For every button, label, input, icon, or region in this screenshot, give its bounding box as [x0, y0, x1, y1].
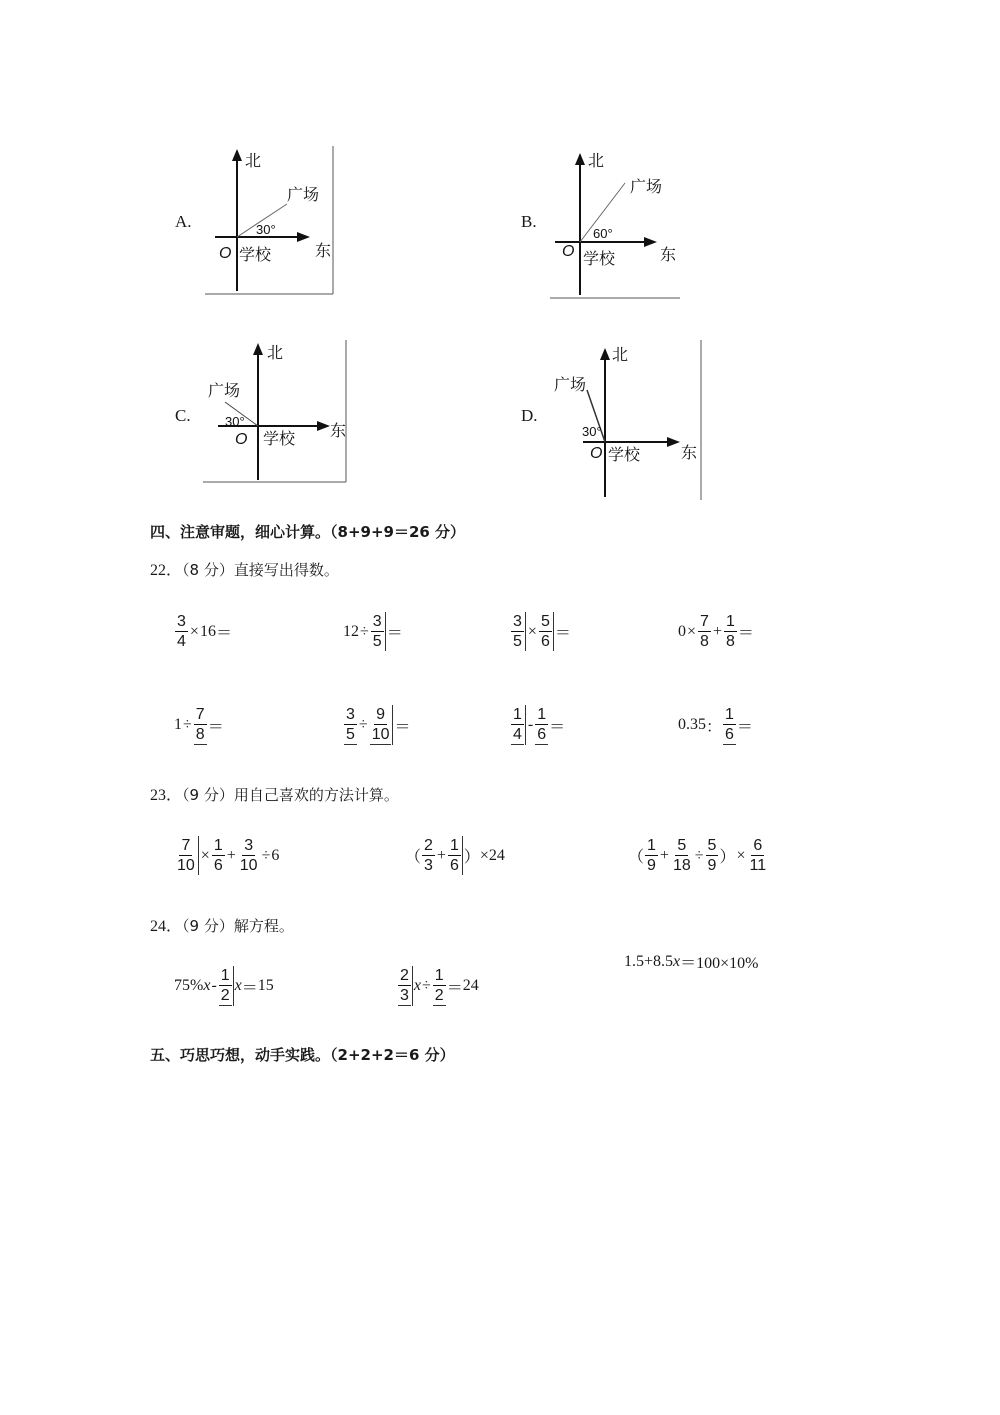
q23-header [150, 782, 399, 805]
east-label: 东 [660, 245, 677, 264]
origin-label: O [219, 245, 232, 262]
origin-label: O [235, 431, 248, 448]
east-label: 东 [315, 241, 332, 260]
school-label: 学校 [608, 445, 641, 464]
q22-prompt: （8 分）直接写出得数。 [182, 561, 339, 579]
angle-label: 60° [593, 226, 613, 241]
section-5-title: 五、巧思巧想，动手实践。（2+2+2＝6 分） [150, 1046, 455, 1064]
q22-item-3: $\frac{3}{5}$ × $\frac{5}{6}$ ＝ [513, 613, 571, 650]
north-label: 北 [267, 343, 284, 362]
plaza-label: 广场 [554, 375, 587, 394]
angle-label: 30° [582, 424, 602, 439]
section-4-title: 四、注意审题，细心计算。（8+9+9＝26 分） [150, 523, 466, 541]
north-label: 北 [588, 151, 605, 170]
school-label: 学校 [263, 429, 296, 448]
plaza-label: 广场 [287, 185, 320, 204]
plaza-label: 广场 [208, 381, 241, 400]
option-a-diagram [205, 146, 335, 300]
option-c-diagram [203, 340, 348, 489]
q23-prompt: （9 分）用自己喜欢的方法计算。 [182, 786, 399, 804]
q22-item-6: $\frac{3}{5}$ ÷ $\frac{9}{10}$ ＝ [346, 706, 411, 743]
q23-item-3: （ $\frac{1}{9}$ + $\frac{5}{18}$ ÷ $\frac{5}{9}$ ） × $\frac{6}{11}$ [628, 837, 767, 874]
q23-number: 23． [150, 787, 183, 804]
east-label: 东 [681, 443, 698, 462]
q23-item-1: $\frac{7}{10}$ × $\frac{1}{6}$ + $\frac{3}{10}$ ÷ 6 [177, 837, 280, 874]
origin-label: O [590, 445, 603, 462]
q22-item-7: $\frac{1}{4}$ - $\frac{1}{6}$ ＝ [513, 706, 566, 743]
q24-item-1: 75% x - $\frac{1}{2}$ x ＝ 15 [174, 967, 274, 1004]
q22-number: 22． [150, 562, 183, 579]
q23-item-2: （ $\frac{2}{3}$ + $\frac{1}{6}$ ） × 24 [405, 837, 505, 874]
option-c-label: C. [175, 406, 191, 425]
plaza-label: 广场 [630, 177, 663, 196]
q22-item-2: 12 ÷ $\frac{3}{5}$ ＝ [343, 613, 403, 650]
q24-item-2: $\frac{2}{3}$ x ÷ $\frac{1}{2}$ ＝ 24 [400, 967, 479, 1004]
option-a-label: A. [175, 212, 192, 231]
option-d-diagram [548, 340, 708, 509]
school-label: 学校 [583, 249, 616, 268]
q22-item-1: $\frac{3}{4}$ × 16 ＝ [177, 613, 232, 650]
q24-item-3: 1.5+8.5 x ＝100×10% [624, 952, 759, 972]
q24-prompt: （9 分）解方程。 [182, 917, 294, 935]
school-label: 学校 [239, 245, 272, 264]
north-label: 北 [245, 151, 262, 170]
q22-header [150, 557, 339, 580]
q22-item-4: 0 × $\frac{7}{8}$ + $\frac{1}{8}$ ＝ [678, 613, 754, 650]
q24-header [150, 913, 294, 936]
option-d-label: D. [521, 406, 538, 425]
q22-item-5: 1 ÷ $\frac{7}{8}$ ＝ [174, 706, 224, 743]
angle-label: 30° [256, 222, 276, 237]
north-label: 北 [612, 345, 629, 364]
option-b-diagram [550, 150, 685, 304]
east-label: 东 [330, 421, 347, 440]
origin-label: O [562, 243, 575, 260]
option-b-label: B. [521, 212, 537, 231]
q24-number: 24． [150, 918, 183, 935]
q22-item-8: 0.35 ： $\frac{1}{6}$ ＝ [678, 706, 753, 743]
angle-label: 30° [225, 414, 245, 429]
